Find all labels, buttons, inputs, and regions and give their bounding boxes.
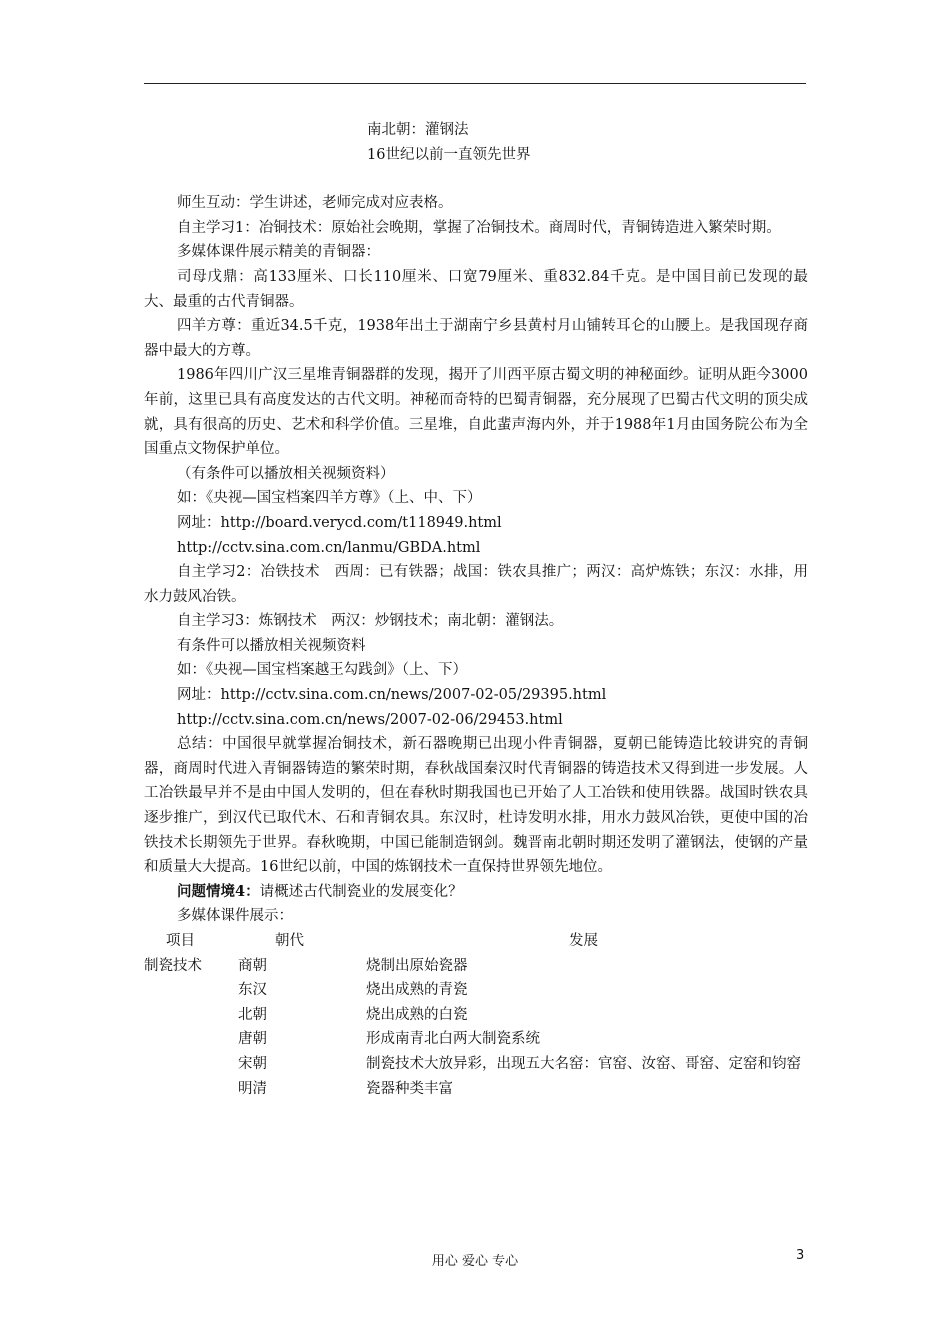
- table-row: [144, 1077, 808, 1102]
- header-item: 项目: [166, 933, 195, 949]
- development-cell: 烧出成熟的青瓷: [366, 982, 468, 999]
- table-header-row: [144, 929, 808, 954]
- table-row: [144, 1003, 808, 1028]
- header-line-2: 16世纪以前一直领先世界: [367, 146, 531, 163]
- multimedia-label: 多媒体课件展示：: [177, 908, 293, 925]
- table-row: [144, 954, 808, 979]
- development-cell: 形成南青北白两大制瓷系统: [366, 1031, 540, 1048]
- paragraph: 如：《央视—国宝档案越王勾践剑》（上、下）: [177, 662, 467, 679]
- table-row: [144, 978, 808, 1003]
- paragraph: 自主学习3：炼钢技术 两汉：炒钢技术；南北朝：灌钢法。: [177, 613, 564, 630]
- paragraph: （有条件可以播放相关视频资料）: [177, 465, 395, 482]
- paragraph: 四羊方尊：重近34.5千克，1938年出土于湖南宁乡县黄村月山铺转耳仑的山腰上。是我国现存商器中最大的方尊。: [144, 318, 808, 359]
- paragraph-url: 网址：http://cctv.sina.com.cn/news/2007-02-05/29395.html: [177, 687, 607, 704]
- dynasty-cell: 宋朝: [238, 1055, 267, 1072]
- header-rule: [144, 83, 806, 84]
- page-body: [144, 118, 808, 1101]
- paragraph: 有条件可以播放相关视频资料: [177, 637, 366, 654]
- paragraph: 司母戊鼎：高133厘米、口长110厘米、口宽79厘米、重832.84千克。是中国目前已发现的最大、最重的古代青铜器。: [144, 268, 808, 310]
- development-cell: 烧出成熟的白瓷: [366, 1006, 468, 1023]
- dynasty-cell: 东汉: [238, 982, 267, 999]
- table-row: [144, 1027, 808, 1052]
- paragraph-url: http://cctv.sina.com.cn/lanmu/GBDA.html: [177, 539, 481, 556]
- question-text: 请概述古代制瓷业的发展变化？: [259, 883, 463, 900]
- dynasty-cell: 商朝: [238, 957, 267, 974]
- question-paragraph: [144, 880, 808, 905]
- paragraph: 师生互动：学生讲述，老师完成对应表格。: [177, 195, 453, 212]
- spacer: [144, 167, 808, 191]
- development-cell: 瓷器种类丰富: [366, 1080, 453, 1097]
- header-development: 发展: [569, 933, 598, 949]
- paragraph: 1986年四川广汉三星堆青铜器群的发现，揭开了川西平原古蜀文明的神秘面纱。证明从距今3000年前，这里已具有高度发达的古代文明。神秘而奇特的巴蜀青铜器，充分展现了巴蜀古代文明的顶尖成就，具有很高的历史、艺术和科学价值。三星堆，自此蜚声海内外，并于1988年1月由国务院公布为全国重点文物保护单位。: [144, 367, 808, 458]
- header-line-1: 南北朝：灌钢法: [367, 122, 469, 138]
- question-label: 问题情境4：: [177, 882, 260, 900]
- development-cell: 制瓷技术大放异彩，出现五大名窑：官窑、汝窑、哥窑、定窑和钧窑: [366, 1055, 801, 1072]
- dynasty-cell: 唐朝: [238, 1031, 267, 1048]
- paragraph-url: 网址：http://board.verycd.com/t118949.html: [177, 514, 502, 531]
- summary-paragraph: 总结：中国很早就掌握冶铜技术，新石器晚期已出现小件青铜器，夏朝已能铸造比较讲究的青铜器，商周时代进入青铜器铸造的繁荣时期，春秋战国秦汉时代青铜器的铸造技术又得到进一步发展。人工冶铁最早并不是由中国人发明的，但在春秋时期我国也已开始了人工冶铁和使用铁器。战国时铁农具逐步推广，到汉代已取代木、石和青铜农具。东汉时，杜诗发明水排，用水力鼓风冶铁，更使中国的冶铁技术长期领先于世界。春秋晚期，中国已能制造钢剑。魏晋南北朝时期还发明了灌钢法，使钢的产量和质量大大提高。16世纪以前，中国的炼钢技术一直保持世界领先地位。: [144, 736, 808, 876]
- page-number: 3: [796, 1248, 805, 1263]
- porcelain-table: [144, 929, 808, 1101]
- footer-motto: 用心 爱心 专心: [431, 1254, 519, 1269]
- paragraph: 如：《央视—国宝档案四羊方尊》（上、中、下）: [177, 490, 482, 507]
- paragraph: 多媒体课件展示精美的青铜器：: [177, 244, 380, 261]
- table-row: [144, 1052, 808, 1077]
- header-dynasty: 朝代: [275, 933, 304, 949]
- paragraph-url: http://cctv.sina.com.cn/news/2007-02-06/29453.html: [177, 711, 563, 728]
- paragraph: 自主学习1：冶铜技术：原始社会晚期，掌握了冶铜技术。商周时代，青铜铸造进入繁荣时期。: [177, 219, 781, 236]
- item-cell: 制瓷技术: [144, 957, 202, 974]
- development-cell: 烧制出原始瓷器: [366, 957, 468, 974]
- paragraph: 自主学习2：冶铁技术 西周：已有铁器；战国：铁农具推广；两汉：高炉炼铁；东汉：水排，用水力鼓风冶铁。: [144, 564, 808, 605]
- dynasty-cell: 北朝: [238, 1006, 267, 1023]
- dynasty-cell: 明清: [238, 1080, 267, 1097]
